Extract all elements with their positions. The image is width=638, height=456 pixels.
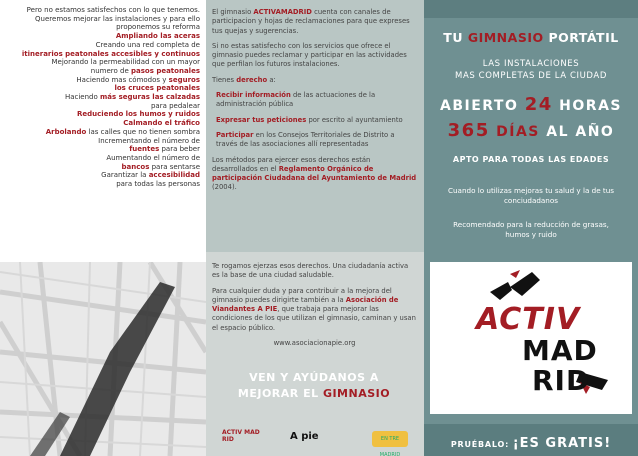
activamadrid-logo <box>430 262 632 414</box>
proposal-highlight: seguros <box>168 75 200 84</box>
proposal-text: Haciendo <box>64 93 100 102</box>
proposal-text: Mejorando la permeabilidad con un mayor <box>51 58 200 67</box>
proposal-text: las calles que no tienen sombra <box>86 127 200 136</box>
map-illustration <box>0 262 206 456</box>
reclaim-paragraph: Si no estas satisfecho con los servicios que ofrece el gimnasio puedes reclamar y participar en las actividades que perfilan los futuros instalaciones. <box>212 41 407 69</box>
open-days: 365 DÍAS AL AÑO <box>447 120 615 141</box>
proposal-text: numero de <box>90 66 132 75</box>
proposal-line <box>4 145 200 154</box>
proposal-line <box>4 163 200 172</box>
proposal-highlight: Calmando el tráfico <box>123 119 200 128</box>
proposal-line <box>4 84 200 93</box>
right-top-strip <box>424 0 638 18</box>
proposal-line <box>4 128 200 137</box>
proposal-text: para sentarse <box>149 162 200 171</box>
website-link[interactable]: www.asociacionapie.org <box>273 339 356 348</box>
right-3: Participar en los Consejos Territoriales de Distrito a través de las asociaciones allí representadas <box>216 130 395 149</box>
proposal-line <box>4 137 200 146</box>
proposal-text: Queremos mejorar las instalaciones y para ello <box>35 14 200 23</box>
proposal-highlight: Ampliando las aceras <box>115 32 200 41</box>
proposal-text: Haciendo mas cómodos y <box>76 75 169 84</box>
proposal-line <box>4 67 200 76</box>
proposal-line <box>4 6 200 15</box>
intro-paragraph: El gimnasio ACTIVAMADRID cuenta con canales de participacion y hojas de reclamaciones para que expreses tus quejas y sugerencias. <box>212 8 410 35</box>
logo-word-mad: MAD <box>522 334 598 367</box>
methods-paragraph: Los métodos para ejercer esos derechos están desarrollados en el Reglamento Orgánico de participación Ciudadana del Ayuntamiento de Madrid (2004). <box>212 155 417 192</box>
proposal-line <box>4 154 200 163</box>
open-hours: ABIERTO 24 HORAS <box>439 94 623 115</box>
brand-inline: ACTIVAMADRID <box>253 8 312 16</box>
proposal-line <box>4 41 200 50</box>
proposal-line <box>4 32 200 41</box>
proposal-line <box>4 15 200 24</box>
cover-title: TU GIMNASIO PORTÁTIL <box>443 30 619 45</box>
logo-word-activ: ACTIV <box>476 302 581 337</box>
proposal-highlight: Reduciendo los humos y ruidos <box>77 110 200 119</box>
proposal-highlight: accesibilidad <box>148 171 200 180</box>
proposal-highlight: fuentes <box>129 145 160 154</box>
proposal-text: Pero no estamos satisfechos con lo que tenemos. <box>26 6 200 14</box>
logo-activamadrid-small: ACTIV MAD RID <box>222 429 260 443</box>
logo-entre-madrid: EN TRE MADRID <box>372 431 408 447</box>
left-panel <box>0 0 206 456</box>
proposal-text: proponemos su reforma <box>116 23 200 32</box>
middle-panel <box>206 0 424 456</box>
please-paragraph: Te rogamos ejerzas esos derechos. Una ciudadanía activa es la base de una ciudad saludable. <box>212 262 409 280</box>
cta-line-2: MEJORAR EL GIMNASIO <box>237 387 391 400</box>
proposal-line <box>4 76 200 85</box>
proposal-text: Incrementando el número de <box>98 136 200 145</box>
proposal-line <box>4 171 200 180</box>
middle-text-upper <box>212 8 417 199</box>
proposal-line <box>4 23 200 32</box>
proposal-line <box>4 58 200 67</box>
proposal-line <box>4 119 200 128</box>
proposal-highlight: pasos peatonales <box>131 66 200 75</box>
proposal-text: para pedalear <box>150 101 200 110</box>
proposal-highlight: itinerarios peatonales accesibles y continuos <box>21 49 200 58</box>
logo-apie: A pie <box>290 431 319 442</box>
proposals-list <box>4 6 200 189</box>
proposal-line <box>4 50 200 59</box>
proposal-highlight: más seguras las calzadas <box>99 93 200 102</box>
proposal-text: Garantizar la <box>101 171 149 180</box>
proposal-text: para beber <box>159 145 200 154</box>
proposal-text: Creando una red completa de <box>95 40 200 49</box>
proposal-line <box>4 93 200 102</box>
proposal-text: para todas las personas <box>116 180 200 189</box>
call-to-action <box>214 370 414 402</box>
cover-subtitle: LAS INSTALACIONES MAS COMPLETAS DE LA CIUDAD <box>455 59 607 81</box>
cta-line-1: VEN Y AYÚDANOS A <box>249 371 379 384</box>
try-it-banner <box>424 424 638 456</box>
contact-paragraph: Para cualquier duda y para contribuir a la mejora del gimnasio puedes dirigirte también a la Asociación de Viandantes A PIE, que trabaja para mejorar las condiciones de los que utilizan el gimnasio, caminan y usan el espacio público. <box>212 286 416 332</box>
health-text: Cuando lo utilizas mejoras tu salud y la de tus conciudadanos <box>447 186 615 205</box>
right-2: Expresar tus peticiones por escrito al ayuntamiento <box>216 115 403 124</box>
proposal-text: Aumentando el número de <box>106 153 200 162</box>
city-map-photo <box>0 262 206 456</box>
logo-word-rid: RID <box>532 364 591 397</box>
right-1: Recibir información de las actuaciones de la administración pública <box>216 91 376 109</box>
proposal-line <box>4 180 200 189</box>
age-suitability: APTO PARA TODAS LAS EDADES <box>452 155 610 164</box>
try-it-text: PRUÉBALO: ¡ES GRATIS! <box>450 436 612 451</box>
proposal-line <box>4 110 200 119</box>
rights-heading: Tienes derecho a: <box>212 75 276 84</box>
proposal-highlight: los cruces peatonales <box>114 84 200 93</box>
right-panel <box>424 0 638 456</box>
proposal-line <box>4 102 200 111</box>
proposal-highlight: bancos <box>121 162 150 171</box>
reduction-text: Recomendado para la reducción de grasas, humos y ruido <box>453 220 609 239</box>
proposal-highlight: Arbolando <box>45 127 87 136</box>
middle-text-lower <box>212 262 417 354</box>
partner-logos <box>212 425 418 456</box>
